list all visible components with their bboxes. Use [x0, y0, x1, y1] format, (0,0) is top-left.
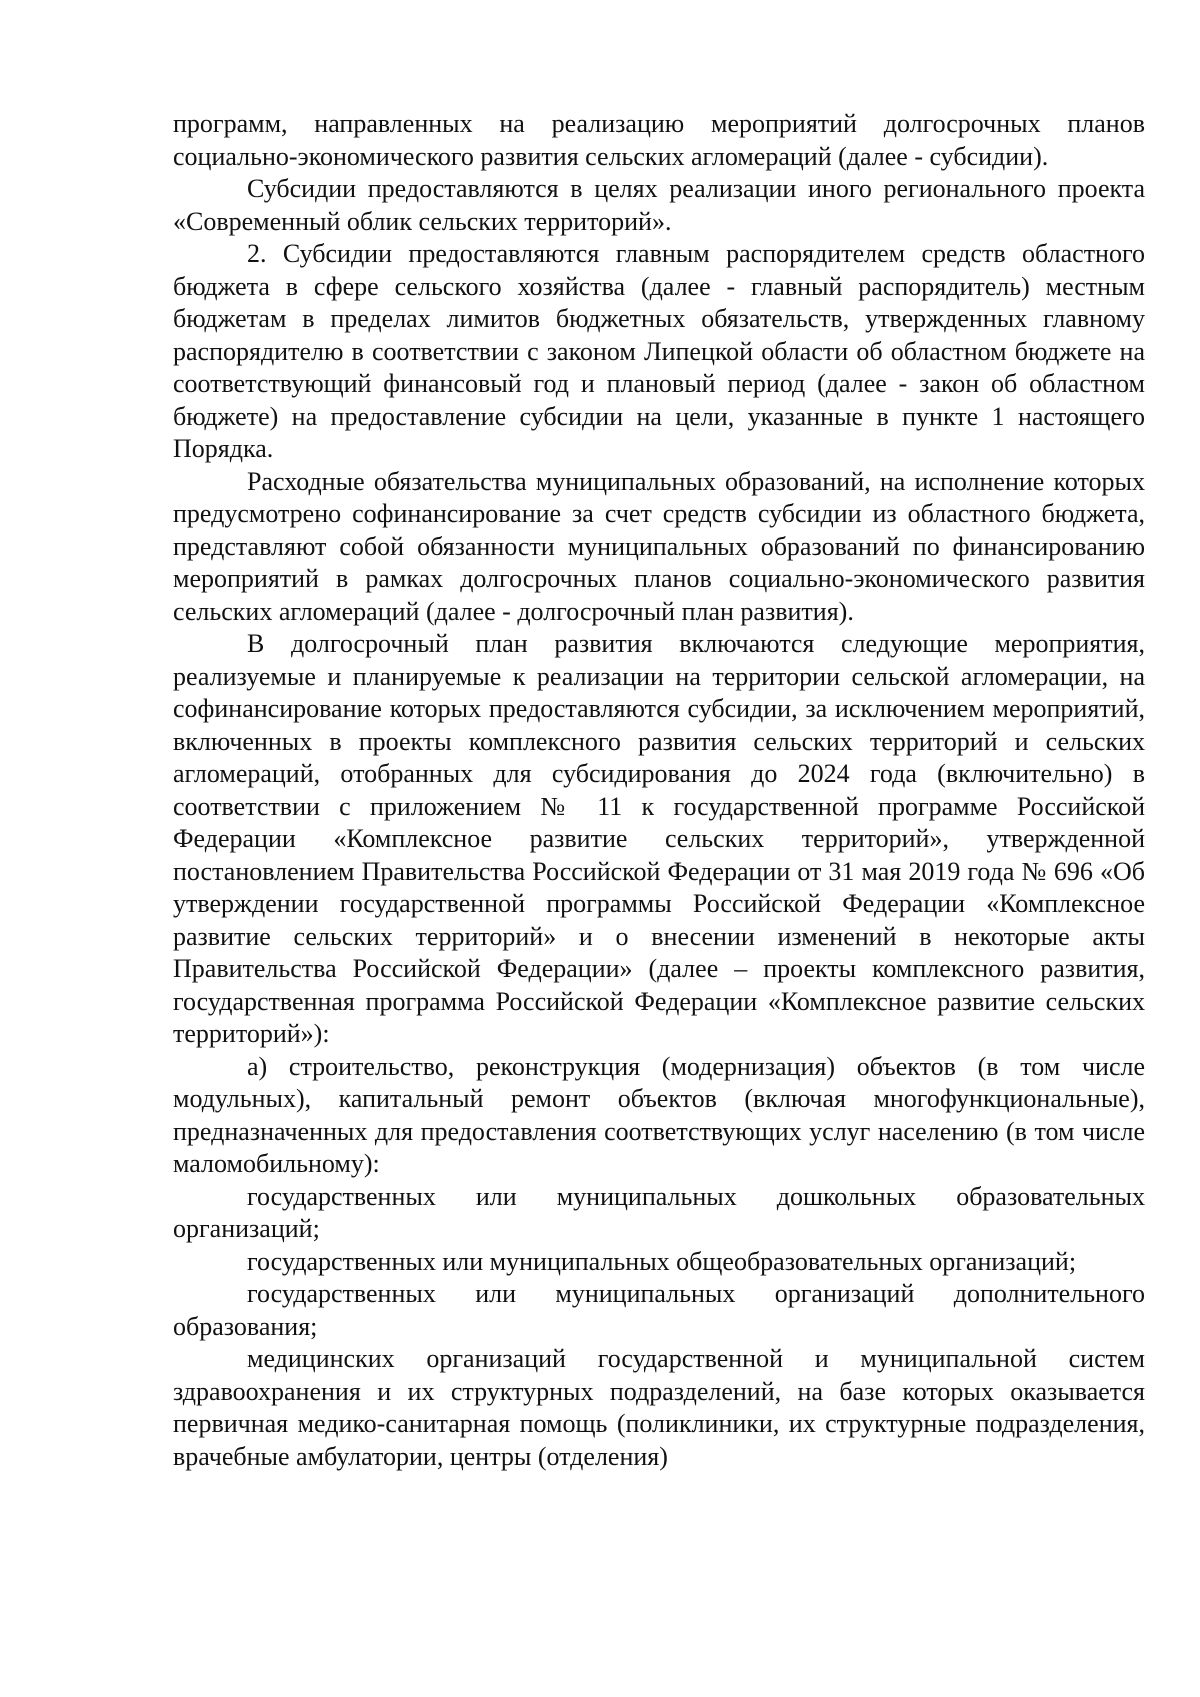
paragraph-expense-obligations: Расходные обязательства муниципальных образований, на исполнение которых предусмотрено софинансирование за счет средств субсидии из областного бюджета, представляют собой обязанности муниципальных образований по финансированию мероприятий в рамках долгосрочных планов социально-экономического развития сельских агломераций (далее - долгосрочный план развития).	[173, 466, 1145, 626]
document-page	[173, 108, 1145, 1473]
paragraph-long-term-plan: В долгосрочный план развития включаются следующие мероприятия, реализуемые и планируемые к реализации на территории сельской агломерации, на софинансирование которых предоставляются субсидии, за исключением мероприятий, включенных в проекты комплексного развития сельских территорий и сельских агломераций, отобранных для субсидирования до 2024 года (включительно) в соответствии с приложением № 11 к государственной программе Российской Федерации «Комплексное развитие сельских территорий», утвержденной постановлением Правительства Российской Федерации от 31 мая 2019 года № 696 «Об утверждении государственной программы Российской Федерации «Комплексное развитие сельских территорий» и о внесении изменений в некоторые акты Правительства Российской Федерации» (далее – проекты комплексного развития, государственная программа Российской Федерации «Комплексное развитие сельских территорий»):	[173, 629, 1145, 1048]
paragraph-medical-orgs: медицинских организаций государственной и муниципальной систем здравоохранения и их структурных подразделений, на базе которых оказывается первичная медико-санитарная помощь (поликлиники, их структурные подразделения, врачебные амбулатории, центры (отделения)	[173, 1344, 1145, 1471]
paragraph-item-2: 2. Субсидии предоставляются главным распорядителем средств областного бюджета в сфере сельского хозяйства (далее - главный распорядитель) местным бюджетам в пределах лимитов бюджетных обязательств, утвержденных главному распорядителю в соответствии с законом Липецкой области об областном бюджете на соответствующий финансовый год и плановый период (далее - закон об областном бюджете) на предоставление субсидии на цели, указанные в пункте 1 настоящего Порядка.	[173, 239, 1145, 463]
paragraph-general-education-orgs: государственных или муниципальных общеобразовательных организаций;	[247, 1246, 1077, 1276]
paragraph-preschool-orgs: государственных или муниципальных дошкольных образовательных организаций;	[173, 1181, 1145, 1243]
paragraph-continuation: программ, направленных на реализацию мероприятий долгосрочных планов социально-экономического развития сельских агломераций (далее - субсидии).	[173, 109, 1145, 171]
paragraph-additional-education-orgs: государственных или муниципальных организаций дополнительного образования;	[173, 1279, 1145, 1341]
paragraph-subitem-a: а) строительство, реконструкция (модернизация) объектов (в том числе модульных), капитальный ремонт объектов (включая многофункциональные), предназначенных для предоставления соответствующих услуг населению (в том числе маломобильному):	[173, 1051, 1145, 1178]
paragraph-subsidy-purpose: Субсидии предоставляются в целях реализации иного регионального проекта «Современный облик сельских территорий».	[173, 174, 1145, 236]
